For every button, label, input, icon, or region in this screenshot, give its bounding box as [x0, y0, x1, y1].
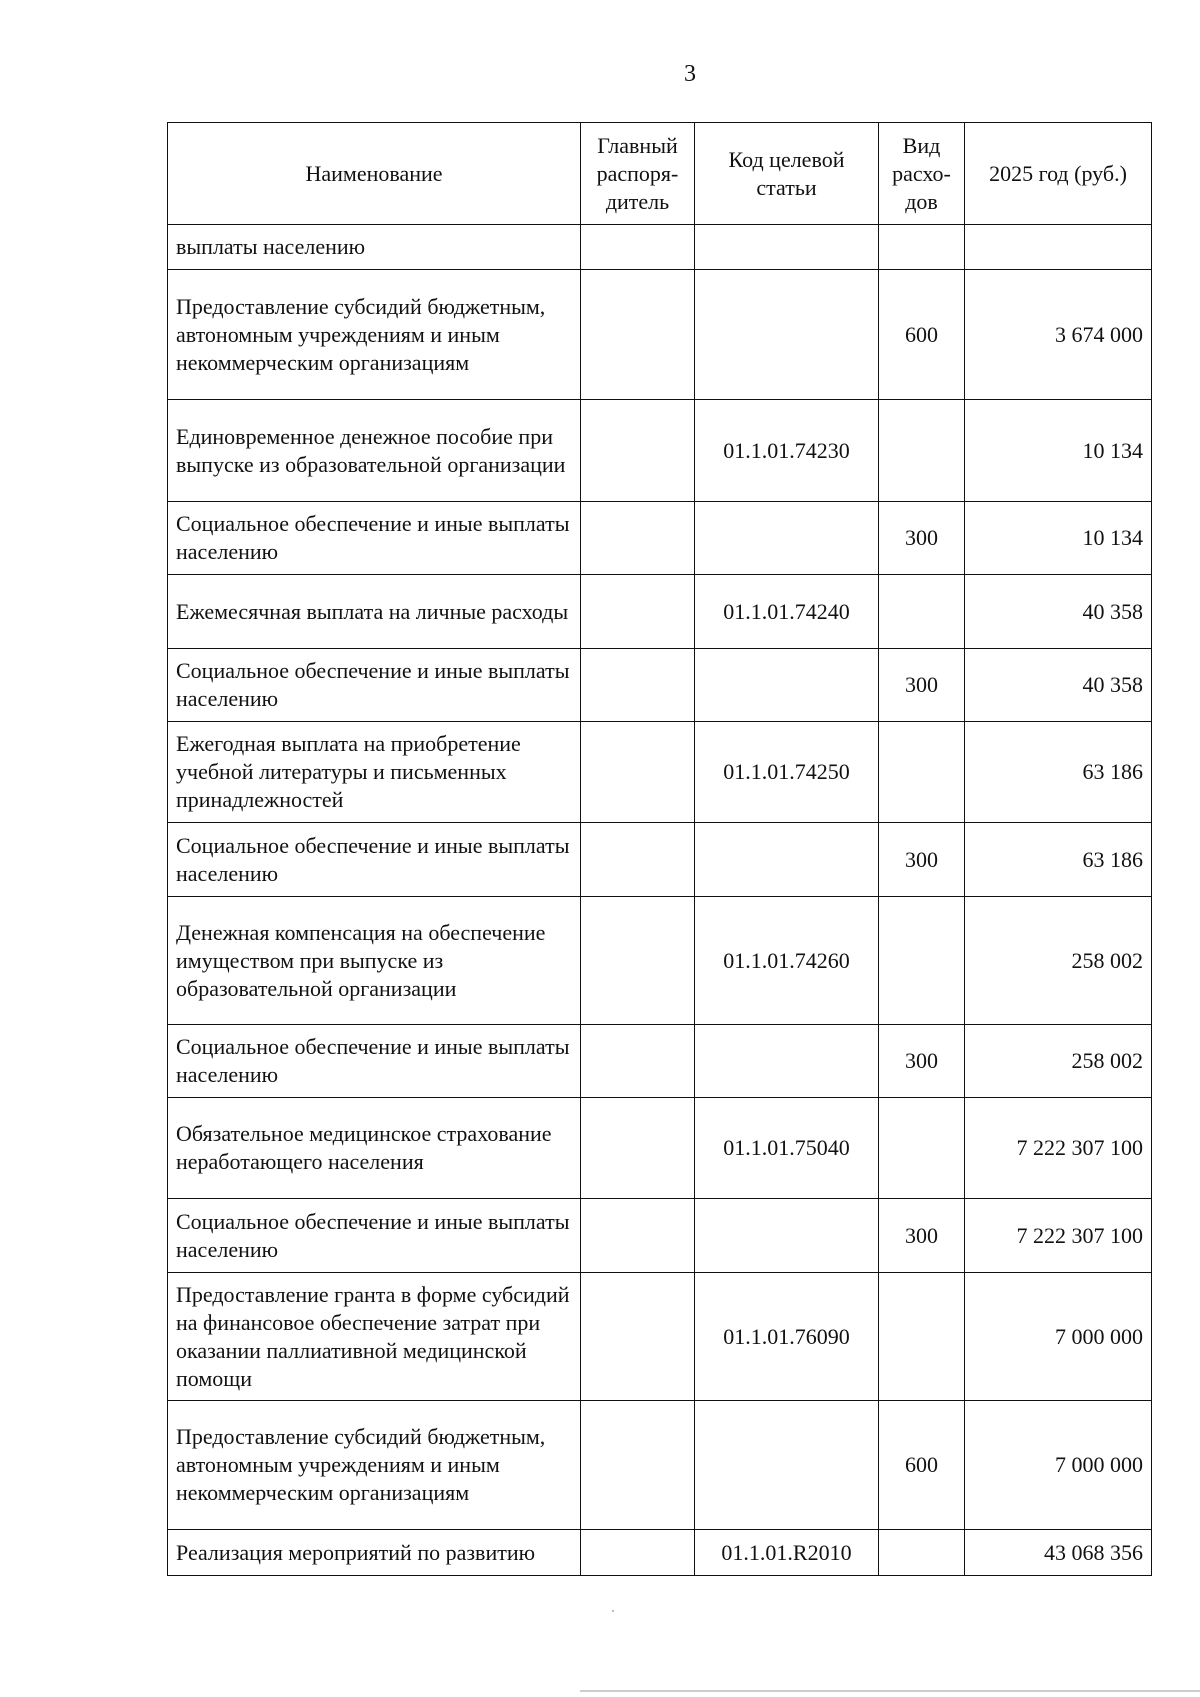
table-row: [168, 897, 1152, 1025]
row-amount: 43 068 356: [965, 1530, 1152, 1576]
row-code: [695, 823, 879, 897]
row-manager: [581, 1530, 695, 1576]
header-expense-type: Вид расхо-дов: [879, 123, 965, 225]
row-amount: 3 674 000: [965, 270, 1152, 400]
row-manager: [581, 722, 695, 823]
row-amount: 258 002: [965, 897, 1152, 1025]
row-code: 01.1.01.76090: [695, 1273, 879, 1401]
row-amount: 7 222 307 100: [965, 1199, 1152, 1273]
row-type: [879, 897, 965, 1025]
row-amount: 63 186: [965, 823, 1152, 897]
scan-artifact: [612, 1610, 614, 1612]
row-code: [695, 225, 879, 270]
row-name: Единовременное денежное пособие при выпуске из образовательной организации: [168, 400, 581, 502]
row-manager: [581, 1199, 695, 1273]
row-amount: 40 358: [965, 575, 1152, 649]
header-manager: Главный распоря-дитель: [581, 123, 695, 225]
row-type: 600: [879, 270, 965, 400]
row-manager: [581, 1025, 695, 1098]
table-row: [168, 722, 1152, 823]
row-manager: [581, 897, 695, 1025]
row-amount: 7 000 000: [965, 1401, 1152, 1530]
row-name: Социальное обеспечение и иные выплаты населению: [168, 649, 581, 722]
row-name: Предоставление гранта в форме субсидий на финансовое обеспечение затрат при оказании паллиативной медицинской помощи: [168, 1273, 581, 1401]
row-code: [695, 502, 879, 575]
row-name: Социальное обеспечение и иные выплаты населению: [168, 823, 581, 897]
row-type: [879, 400, 965, 502]
row-type: 300: [879, 1199, 965, 1273]
table-row: [168, 575, 1152, 649]
row-name: выплаты населению: [168, 225, 581, 270]
row-type: 300: [879, 823, 965, 897]
row-code: [695, 649, 879, 722]
row-amount: 10 134: [965, 400, 1152, 502]
row-amount: 63 186: [965, 722, 1152, 823]
row-name: Предоставление субсидий бюджетным, автономным учреждениям и иным некоммерческим организациям: [168, 270, 581, 400]
row-code: 01.1.01.75040: [695, 1098, 879, 1199]
row-code: 01.1.01.74250: [695, 722, 879, 823]
table-row: [168, 1530, 1152, 1576]
row-manager: [581, 1273, 695, 1401]
scan-edge-line: [580, 1690, 1200, 1692]
table-row: [168, 502, 1152, 575]
row-name: Ежемесячная выплата на личные расходы: [168, 575, 581, 649]
row-name: Реализация мероприятий по развитию: [168, 1530, 581, 1576]
header-year-amount: 2025 год (руб.): [965, 123, 1152, 225]
row-manager: [581, 400, 695, 502]
row-code: 01.1.01.74230: [695, 400, 879, 502]
row-type: [879, 1273, 965, 1401]
row-amount: 7 222 307 100: [965, 1098, 1152, 1199]
row-name: Предоставление субсидий бюджетным, автономным учреждениям и иным некоммерческим организациям: [168, 1401, 581, 1530]
row-type: 300: [879, 649, 965, 722]
row-code: [695, 270, 879, 400]
row-type: [879, 1530, 965, 1576]
table-row: [168, 1199, 1152, 1273]
row-name: Социальное обеспечение и иные выплаты населению: [168, 1199, 581, 1273]
row-name: Ежегодная выплата на приобретение учебной литературы и письменных принадлежностей: [168, 722, 581, 823]
row-type: 600: [879, 1401, 965, 1530]
row-amount: 258 002: [965, 1025, 1152, 1098]
row-type: [879, 575, 965, 649]
table-row: [168, 823, 1152, 897]
row-amount: [965, 225, 1152, 270]
row-type: [879, 225, 965, 270]
table-row: [168, 270, 1152, 400]
row-amount: 40 358: [965, 649, 1152, 722]
row-code: [695, 1025, 879, 1098]
row-type: [879, 1098, 965, 1199]
row-manager: [581, 270, 695, 400]
row-name: Денежная компенсация на обеспечение имуществом при выпуске из образовательной организации: [168, 897, 581, 1025]
row-code: 01.1.01.74260: [695, 897, 879, 1025]
row-name: Социальное обеспечение и иные выплаты населению: [168, 1025, 581, 1098]
row-code: 01.1.01.R2010: [695, 1530, 879, 1576]
row-manager: [581, 649, 695, 722]
header-target-code: Код целевой статьи: [695, 123, 879, 225]
table-row: [168, 1025, 1152, 1098]
table-row: [168, 1273, 1152, 1401]
header-name: Наименование: [168, 123, 581, 225]
row-manager: [581, 823, 695, 897]
row-manager: [581, 1098, 695, 1199]
budget-table: [167, 122, 1152, 1576]
table-row: [168, 1401, 1152, 1530]
page-number: 3: [684, 61, 696, 87]
row-type: [879, 722, 965, 823]
row-code: [695, 1199, 879, 1273]
table-row: [168, 1098, 1152, 1199]
row-type: 300: [879, 502, 965, 575]
row-name: Обязательное медицинское страхование неработающего населения: [168, 1098, 581, 1199]
table-row: [168, 649, 1152, 722]
row-code: 01.1.01.74240: [695, 575, 879, 649]
row-code: [695, 1401, 879, 1530]
row-type: 300: [879, 1025, 965, 1098]
row-manager: [581, 502, 695, 575]
row-amount: 7 000 000: [965, 1273, 1152, 1401]
table-row: [168, 225, 1152, 270]
row-amount: 10 134: [965, 502, 1152, 575]
row-manager: [581, 1401, 695, 1530]
row-manager: [581, 575, 695, 649]
table-header-row: [168, 123, 1152, 225]
table-row: [168, 400, 1152, 502]
row-name: Социальное обеспечение и иные выплаты населению: [168, 502, 581, 575]
row-manager: [581, 225, 695, 270]
